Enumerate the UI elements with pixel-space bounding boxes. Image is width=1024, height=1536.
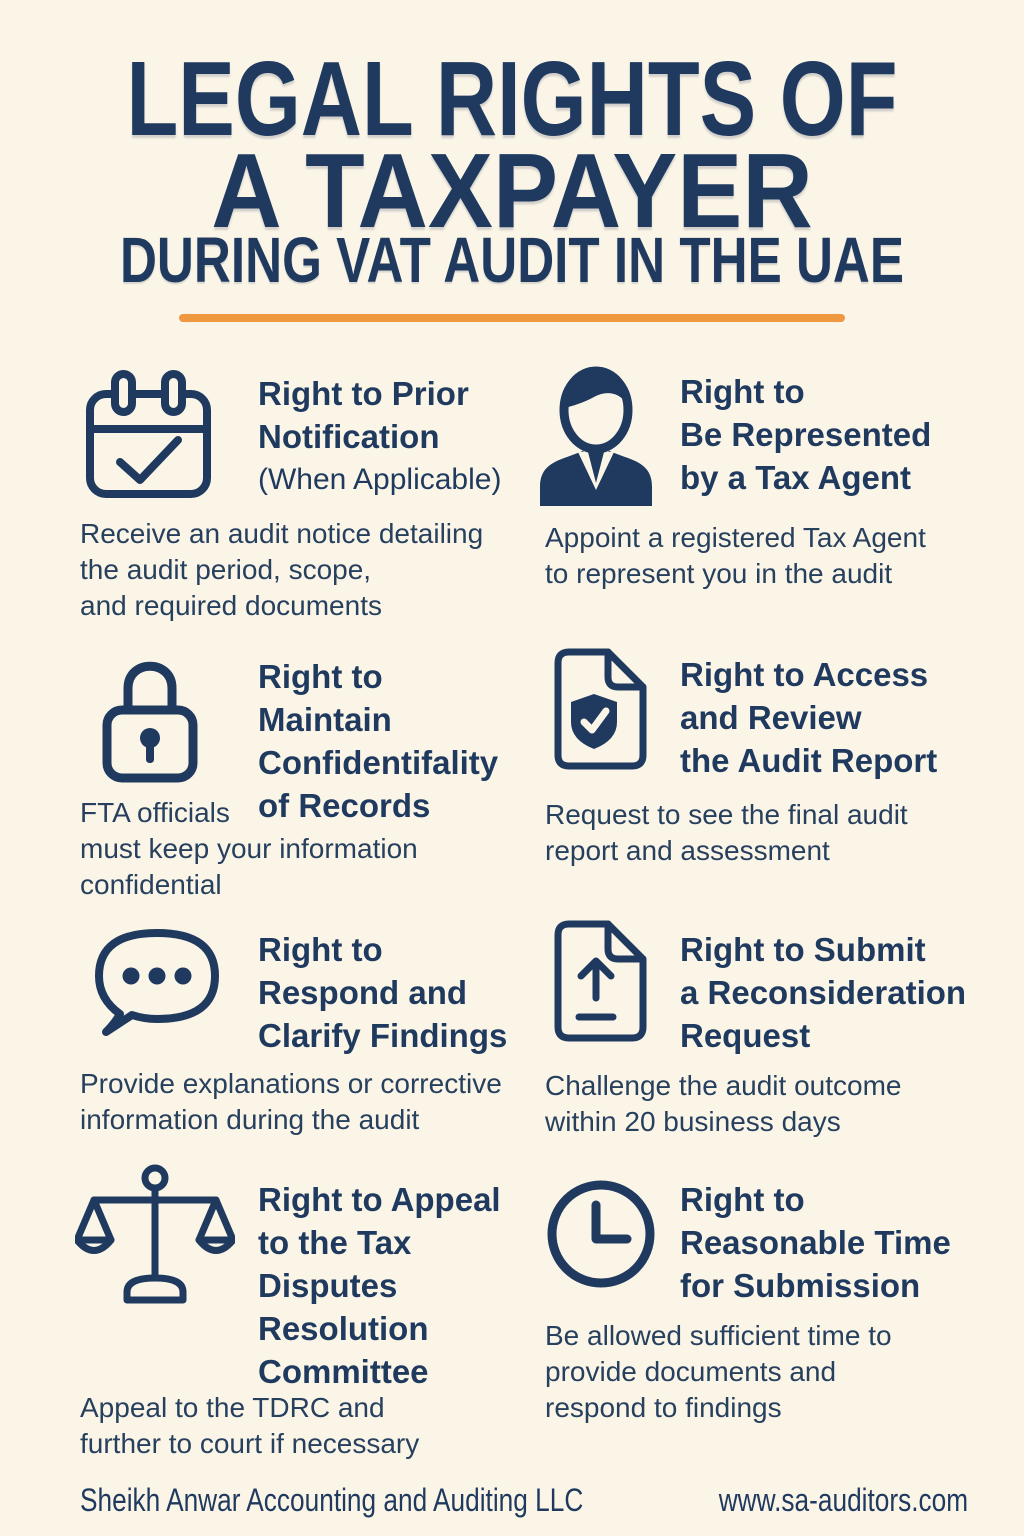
calendar-check-icon [82, 368, 215, 500]
right-5-description [80, 1066, 502, 1138]
shield-document-icon [552, 648, 647, 770]
description-line: Challenge the audit outcome [545, 1070, 902, 1101]
description-line: further to court if necessary [80, 1428, 420, 1459]
right-title-line: Right to Prior [258, 375, 469, 412]
right-title-line: to the Tax [258, 1224, 412, 1261]
right-title-line: Right to Submit [680, 931, 926, 968]
description-line: confidential [80, 869, 222, 900]
description-line: within 20 business days [545, 1106, 841, 1137]
right-7-description [80, 1390, 419, 1462]
right-title-line: Right to [680, 1181, 805, 1218]
clock-icon [543, 1176, 659, 1292]
right-title-line: and Review [680, 699, 862, 736]
description-line: information during the audit [80, 1104, 420, 1135]
right-title-line: Right to Access [680, 656, 929, 693]
description-line: Appoint a registered Tax Agent [545, 522, 926, 553]
footer-company-name: Sheikh Anwar Accounting and Auditing LLC [80, 1482, 584, 1518]
footer-website-link[interactable]: www.sa-auditors.com [718, 1482, 968, 1518]
right-title-line: Committee [258, 1353, 429, 1390]
description-line: report and assessment [545, 835, 830, 866]
right-5-title [258, 928, 507, 1057]
right-title-line: Maintain [258, 701, 392, 738]
right-title-line: Right to [258, 931, 383, 968]
poster-subtitle: DURING VAT AUDIT IN THE UAE [119, 224, 905, 296]
right-3-description [80, 795, 418, 903]
right-title-line: Request [680, 1017, 811, 1054]
description-line: provide documents and [545, 1356, 837, 1387]
right-title-line: a Reconsideration [680, 974, 967, 1011]
description-line: Receive an audit notice detailing [80, 518, 484, 549]
right-title-line: for Submission [680, 1267, 921, 1304]
right-title-line: the Audit Report [680, 742, 938, 779]
right-title-line: by a Tax Agent [680, 459, 912, 496]
right-title-line: Right to [680, 373, 805, 410]
right-4-description [545, 797, 908, 869]
description-line: Appeal to the TDRC and [80, 1392, 385, 1423]
right-title-line: Be Represented [680, 416, 932, 453]
right-1-description [80, 516, 483, 624]
right-1-title [258, 372, 501, 501]
right-8-title [680, 1178, 951, 1307]
scales-icon [75, 1164, 235, 1304]
right-title-line: Reasonable Time [680, 1224, 951, 1261]
right-4-title [680, 653, 937, 782]
description-line: and required documents [80, 590, 382, 621]
speech-bubble-icon [86, 922, 226, 1048]
description-line: FTA officials [80, 797, 230, 828]
right-2-description [545, 520, 926, 592]
right-title-line: Resolution [258, 1310, 429, 1347]
description-line: must keep your information [80, 833, 418, 864]
right-title-line: Right to [258, 658, 383, 695]
description-line: to represent you in the audit [545, 558, 893, 589]
right-7-title [258, 1178, 501, 1393]
lock-icon [100, 644, 200, 784]
right-6-description [545, 1068, 901, 1140]
description-line: respond to findings [545, 1392, 782, 1423]
description-line: Be allowed sufficient time to [545, 1320, 892, 1351]
right-title-line: Right to Appeal [258, 1181, 501, 1218]
tax-agent-person-icon [538, 366, 654, 506]
poster-title-line1: LEGAL RIGHTS OF [126, 40, 898, 158]
description-line: Provide explanations or corrective [80, 1068, 502, 1099]
right-title-note: (When Applicable) [258, 463, 502, 496]
description-line: Request to see the final audit [545, 799, 908, 830]
upload-document-icon [552, 920, 647, 1042]
description-line: the audit period, scope, [80, 554, 372, 585]
right-8-description [545, 1318, 892, 1426]
right-title-line: Clarify Findings [258, 1017, 508, 1054]
right-title-line: Confidentifality [258, 744, 499, 781]
right-title-line: Disputes [258, 1267, 398, 1304]
accent-divider [179, 314, 845, 322]
right-title-line: Respond and [258, 974, 468, 1011]
right-title-line: of Records [258, 787, 431, 824]
poster-title-line2: A TAXPAYER [211, 132, 813, 250]
right-6-title [680, 928, 966, 1057]
right-title-line: Notification [258, 418, 440, 455]
right-2-title [680, 370, 931, 499]
